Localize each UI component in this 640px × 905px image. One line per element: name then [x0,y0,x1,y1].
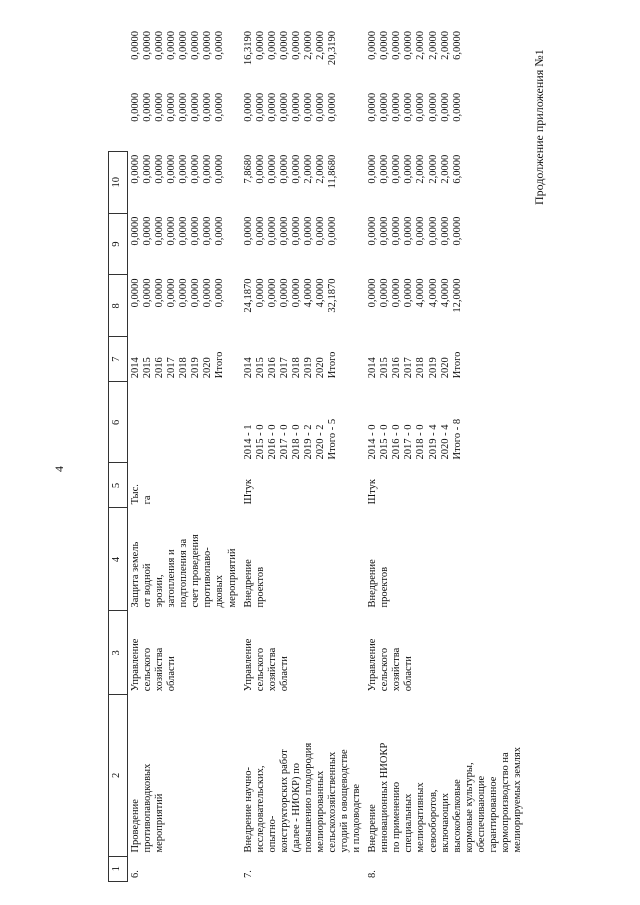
measure-name-line: мелиорированных [314,770,326,853]
measure-name-line: Внедрение [367,804,379,853]
years-line: 2015 [379,357,391,379]
col-8-values-line: 2,0000 [439,154,451,184]
col-7-values [241,213,366,275]
executor-line: Управление [242,638,254,692]
header-col-8: 8 [109,275,128,337]
plan-values-line: 2019 - 4 [427,424,439,460]
indicator-line: счет проведения [190,534,202,608]
col-9-values-line: 0,0000 [415,92,427,122]
measure-name-line: мероприятий [154,793,166,853]
col-9-values-line: 0,0000 [327,92,338,122]
col-9-values-line: 0,0000 [302,92,314,122]
col-10-values [128,28,241,89]
col-8-values-line: 2,0000 [314,154,326,184]
col-8-values-line: 0,0000 [278,154,290,184]
col-6-values-line: 0,0000 [367,278,379,308]
plan-values-line: 2016 - 0 [391,424,403,460]
plan-values-line: 2020 - 2 [314,424,326,460]
indicator-line: Внедрение [367,559,379,608]
rotated-table-wrapper [108,28,523,882]
col-9-values-line: 0,0000 [403,92,415,122]
col-8-values-line: 0,0000 [130,154,141,184]
header-col-3: 3 [109,611,128,695]
header-col-5: 5 [109,463,128,508]
executor-line: сельского [142,647,154,692]
col-7-values-line: 0,0000 [190,216,202,246]
years-line: 2016 [154,357,166,379]
col-10-values-line: 0,0000 [391,31,403,60]
executor-line: области [403,656,415,692]
row-number: 6. [130,870,141,878]
col-10-values-line: 0,0000 [367,31,379,60]
measure-name-line: специальных [403,793,415,853]
col-8-values-line: 0,0000 [290,154,302,184]
years-line: 2016 [266,357,278,379]
col-10-values-line: 0,0000 [290,31,302,60]
col-6-values-line: 0,0000 [166,278,178,308]
col-6-values-line: 4,0000 [415,278,427,308]
executor-line: области [166,656,178,692]
col-7-values-line: 0,0000 [314,216,326,246]
plan-values-line: 2018 - 0 [415,424,427,460]
col-8-values-line: 0,0000 [178,154,190,184]
col-7-values-line: 0,0000 [379,216,391,246]
col-10-values-line: 0,0000 [379,31,391,60]
col-6-values-line: 4,0000 [314,278,326,308]
row-number: 7. [242,870,254,878]
col-7-values-line: 0,0000 [403,216,415,246]
col-7-values-line: 0,0000 [439,216,451,246]
col-6-values-line: 4,0000 [302,278,314,308]
col-6-values [128,275,241,337]
header-row [109,28,128,882]
years-line: Итого [327,351,338,379]
unit [241,463,366,508]
measure-name-line: севооборотов, [427,789,439,853]
col-8-values-line: 0,0000 [367,154,379,184]
plan-values-line: Итого - 8 [451,418,463,460]
col-10-values-line: 2,0000 [314,31,326,60]
col-7-values-line: 0,0000 [142,216,154,246]
executor-line: сельского [379,647,391,692]
measure-name-line: гарантированное [487,776,499,853]
indicator-line: от водной [142,563,154,608]
col-10-values-line: 2,0000 [415,31,427,60]
measure-name-line: мелиорируемых землях [511,747,523,853]
years-line: 2015 [254,357,266,379]
measure-name-line: Проведение [130,799,141,853]
years-line: 2019 [190,357,202,379]
col-8-values-line: 7,8680 [242,154,254,184]
col-10-values-line: 0,0000 [141,31,153,60]
col-6-values-line: 0,0000 [278,278,290,308]
col-6-values-line: 0,0000 [202,278,214,308]
table-row [241,28,366,882]
col-8-values-line: 0,0000 [166,154,178,184]
continuation-note: Продолжение приложения №1 [532,49,546,205]
years-line: 2017 [278,357,290,379]
measure-name-line: исследовательских, [254,765,266,853]
col-9-values-line: 0,0000 [391,92,403,122]
col-8-values-line: 0,0000 [202,154,214,184]
col-10-values-line: 2,0000 [439,31,451,60]
executor [365,611,526,695]
col-8-values-line: 0,0000 [403,154,415,184]
plan-values-line: 2017 - 0 [278,424,290,460]
col-8-values-line: 11,8680 [327,154,338,189]
col-7-values-line: 0,0000 [254,216,266,246]
plan-values-line: 2020 - 4 [439,424,451,460]
col-8-values-line: 0,0000 [391,154,403,184]
col-10-values-line: 0,0000 [189,31,201,60]
table-row [365,28,526,882]
table-row [128,28,241,882]
executor-line: Управление [367,638,379,692]
col-7-values-line: 0,0000 [302,216,314,246]
col-9-values-line: 0,0000 [427,92,439,122]
measure-name-line: конструкторских работ [278,749,290,853]
measure-name-line: по применению [391,781,403,853]
measure-name-line: кормопроизводство на [499,752,511,853]
col-9-values [241,89,366,151]
plan-values-line: 2015 - 0 [254,424,266,460]
table-body [128,28,527,882]
col-10-values-line: 2,0000 [427,31,439,60]
col-9-values-line: 0,0000 [254,92,266,122]
col-7-values [128,213,241,275]
header-col-7: 7 [109,337,128,382]
col-6-values-line: 0,0000 [178,278,190,308]
header-col-6: 6 [109,382,128,463]
col-9-values-line: 0,0000 [177,92,189,122]
indicator-line: дковых [214,575,226,608]
col-7-values-line: 0,0000 [166,216,178,246]
col-10-values-line: 0,0000 [177,31,189,60]
col-9-values-line: 0,0000 [439,92,451,122]
years-line: 2018 [290,357,302,379]
col-10-values-line: 0,0000 [403,31,415,60]
years-line: 2015 [142,357,154,379]
years-line: 2017 [166,357,178,379]
col-9-values-line: 0,0000 [290,92,302,122]
indicator [241,508,366,611]
col-7-values-line: 0,0000 [178,216,190,246]
plan-values-line: 2015 - 0 [379,424,391,460]
indicator-line: мероприятий [226,548,238,608]
measure-name-line: включающих [439,793,451,853]
indicator-line: Защита земель [130,541,141,608]
col-10-values-line: 16,3190 [242,31,254,66]
col-9-values-line: 0,0000 [278,92,290,122]
measure-name [128,695,241,856]
col-6-values-line: 0,0000 [154,278,166,308]
col-8-values-line: 0,0000 [154,154,166,184]
executor [241,611,366,695]
col-6-values-line: 0,0000 [290,278,302,308]
years-line: 2020 [314,357,326,379]
header-col-10: 10 [109,151,128,213]
col-10-values-line: 0,0000 [201,31,213,60]
plan-values-line: 2017 - 0 [403,424,415,460]
col-7-values-line: 0,0000 [427,216,439,246]
col-6-values-line: 0,0000 [214,278,226,308]
years [241,337,366,382]
col-10-values-line: 0,0000 [254,31,266,60]
plan-values [241,382,366,463]
indicator-line: Внедрение [242,559,254,608]
col-7-values-line: 0,0000 [415,216,427,246]
col-8-values-line: 0,0000 [379,154,391,184]
plan-values [128,382,241,463]
col-7-values-line: 0,0000 [154,216,166,246]
col-7-values-line: 0,0000 [266,216,278,246]
col-7-values-line: 0,0000 [278,216,290,246]
measure-name-line: и плодоводстве [351,783,363,853]
years-line: 2018 [415,357,427,379]
plan-values-line: 2018 - 0 [290,424,302,460]
col-6-values-line: 0,0000 [379,278,391,308]
col-10-values [241,28,366,89]
col-7-values-line: 0,0000 [214,216,226,246]
unit-line: Штук [367,478,379,505]
col-8-values-line: 0,0000 [214,154,226,184]
years-line: 2019 [302,357,314,379]
plan-values-line: 2014 - 1 [242,424,254,460]
col-10-values-line: 2,0000 [302,31,314,60]
measure-name-line: мелиоративных [415,782,427,853]
col-9-values-line: 0,0000 [379,92,391,122]
measure-name-line: сельскохозяйственных [327,751,338,853]
col-8-values [128,151,241,213]
years-line: 2014 [367,357,379,379]
col-8-values-line: 0,0000 [142,154,154,184]
measure-name [365,695,526,856]
col-10-values-line: 0,0000 [278,31,290,60]
header-col-4: 4 [109,508,128,611]
col-7-values-line: 0,0000 [451,216,463,246]
plan-values-line: 2016 - 0 [266,424,278,460]
plan-values [365,382,526,463]
executor-line: хозяйства [266,647,278,692]
col-7-values-line: 0,0000 [130,216,141,246]
col-10-values-line: 0,0000 [165,31,177,60]
col-10-values-line: 0,0000 [213,31,225,60]
header-col-2: 2 [109,695,128,856]
years-line: 2019 [427,357,439,379]
col-7-values-line: 0,0000 [202,216,214,246]
col-7-values-line: 0,0000 [242,216,254,246]
header-col-9: 9 [109,213,128,275]
measure-name-line: опытно- [266,815,278,853]
indicator-line: проектов [254,566,266,608]
years-line: 2016 [391,357,403,379]
col-9-values-line: 0,0000 [367,92,379,122]
col-9-values-line: 0,0000 [201,92,213,122]
col-9-values-line: 0,0000 [314,92,326,122]
program-table [108,28,526,882]
col-6-values-line: 0,0000 [130,278,141,308]
col-10-values-line: 0,0000 [266,31,278,60]
col-8-values [365,151,526,213]
indicator-line: подтопления за [178,538,190,608]
col-8-values-line: 0,0000 [190,154,202,184]
col-7-values-line: 0,0000 [367,216,379,246]
col-6-values-line: 12,0000 [451,278,463,313]
plan-values-line: 2014 - 0 [367,424,379,460]
executor-line: хозяйства [154,647,166,692]
indicator-line: эрозии, [154,574,166,608]
years [128,337,241,382]
col-8-values-line: 2,0000 [427,154,439,184]
plan-values-line: Итого - 5 [327,418,338,460]
col-6-values-line: 0,0000 [266,278,278,308]
years [365,337,526,382]
col-10-values-line: 0,0000 [153,31,165,60]
indicator-line: проектов [379,566,391,608]
col-9-values [365,89,526,151]
col-9-values-line: 0,0000 [242,92,254,122]
header-col-1: 1 [109,856,128,881]
page-number: 4 [52,466,66,472]
col-8-values-line: 2,0000 [415,154,427,184]
col-6-values [365,275,526,337]
unit-line: Штук [242,478,254,505]
years-line: 2014 [130,357,141,379]
measure-name-line: угодий в овощеводстве [339,749,351,853]
col-10-values [365,28,526,89]
col-8-values-line: 6,0000 [451,154,463,184]
col-8-values-line: 0,0000 [254,154,266,184]
years-line: Итого [451,351,463,379]
col-9-values-line: 0,0000 [153,92,165,122]
col-10-values-line: 0,0000 [129,31,141,60]
measure-name-line: повышению плодородия [302,742,314,853]
years-line: Итого [214,351,226,379]
col-8-values-line: 0,0000 [266,154,278,184]
col-7-values [365,213,526,275]
unit-line: Тыс. [130,484,141,505]
years-line: 2020 [439,357,451,379]
col-9-values-line: 0,0000 [189,92,201,122]
col-6-values-line: 0,0000 [142,278,154,308]
measure-name-line: (далее - НИОКР) по [290,763,302,853]
col-6-values-line: 32,1870 [327,278,338,313]
measure-name-line: кормовые культуры, [463,762,475,853]
indicator-line: затопления и [166,549,178,608]
col-6-values-line: 4,0000 [427,278,439,308]
indicator [128,508,241,611]
col-7-values-line: 0,0000 [391,216,403,246]
col-9-values-line: 0,0000 [141,92,153,122]
col-8-values-line: 2,0000 [302,154,314,184]
col-10-values-line: 20,3190 [327,31,338,66]
col-7-values-line: 0,0000 [290,216,302,246]
col-9-values-line: 0,0000 [451,92,463,122]
executor-line: области [278,656,290,692]
years-line: 2014 [242,357,254,379]
indicator [365,508,526,611]
col-8-values [241,151,366,213]
plan-values-line: 2019 - 2 [302,424,314,460]
years-line: 2017 [403,357,415,379]
unit [365,463,526,508]
executor-line: Управление [130,638,141,692]
years-line: 2020 [202,357,214,379]
unit-line: га [142,495,154,505]
years-line: 2018 [178,357,190,379]
measure-name [241,695,366,856]
col-9-values [128,89,241,151]
col-9-values-line: 0,0000 [129,92,141,122]
measure-name-line: обеспечивающие [475,775,487,853]
col-6-values-line: 0,0000 [190,278,202,308]
col-6-values-line: 0,0000 [391,278,403,308]
col-6-values-line: 0,0000 [254,278,266,308]
executor-line: сельского [254,647,266,692]
col-6-values-line: 24,1870 [242,278,254,313]
measure-name-line: инновационных НИОКР [379,742,391,853]
col-9-values-line: 0,0000 [213,92,225,122]
col-6-values-line: 0,0000 [403,278,415,308]
unit [128,463,241,508]
row-number: 8. [367,870,379,878]
col-9-values-line: 0,0000 [165,92,177,122]
col-7-values-line: 0,0000 [327,216,338,246]
executor-line: хозяйства [391,647,403,692]
measure-name-line: высокобелковые [451,779,463,853]
col-9-values-line: 0,0000 [266,92,278,122]
executor [128,611,241,695]
measure-name-line: Внедрение научно- [242,766,254,853]
measure-name-line: противопаводковых [142,763,154,853]
col-6-values-line: 4,0000 [439,278,451,308]
indicator-line: противопаво- [202,547,214,608]
col-10-values-line: 6,0000 [451,31,463,60]
col-6-values [241,275,366,337]
